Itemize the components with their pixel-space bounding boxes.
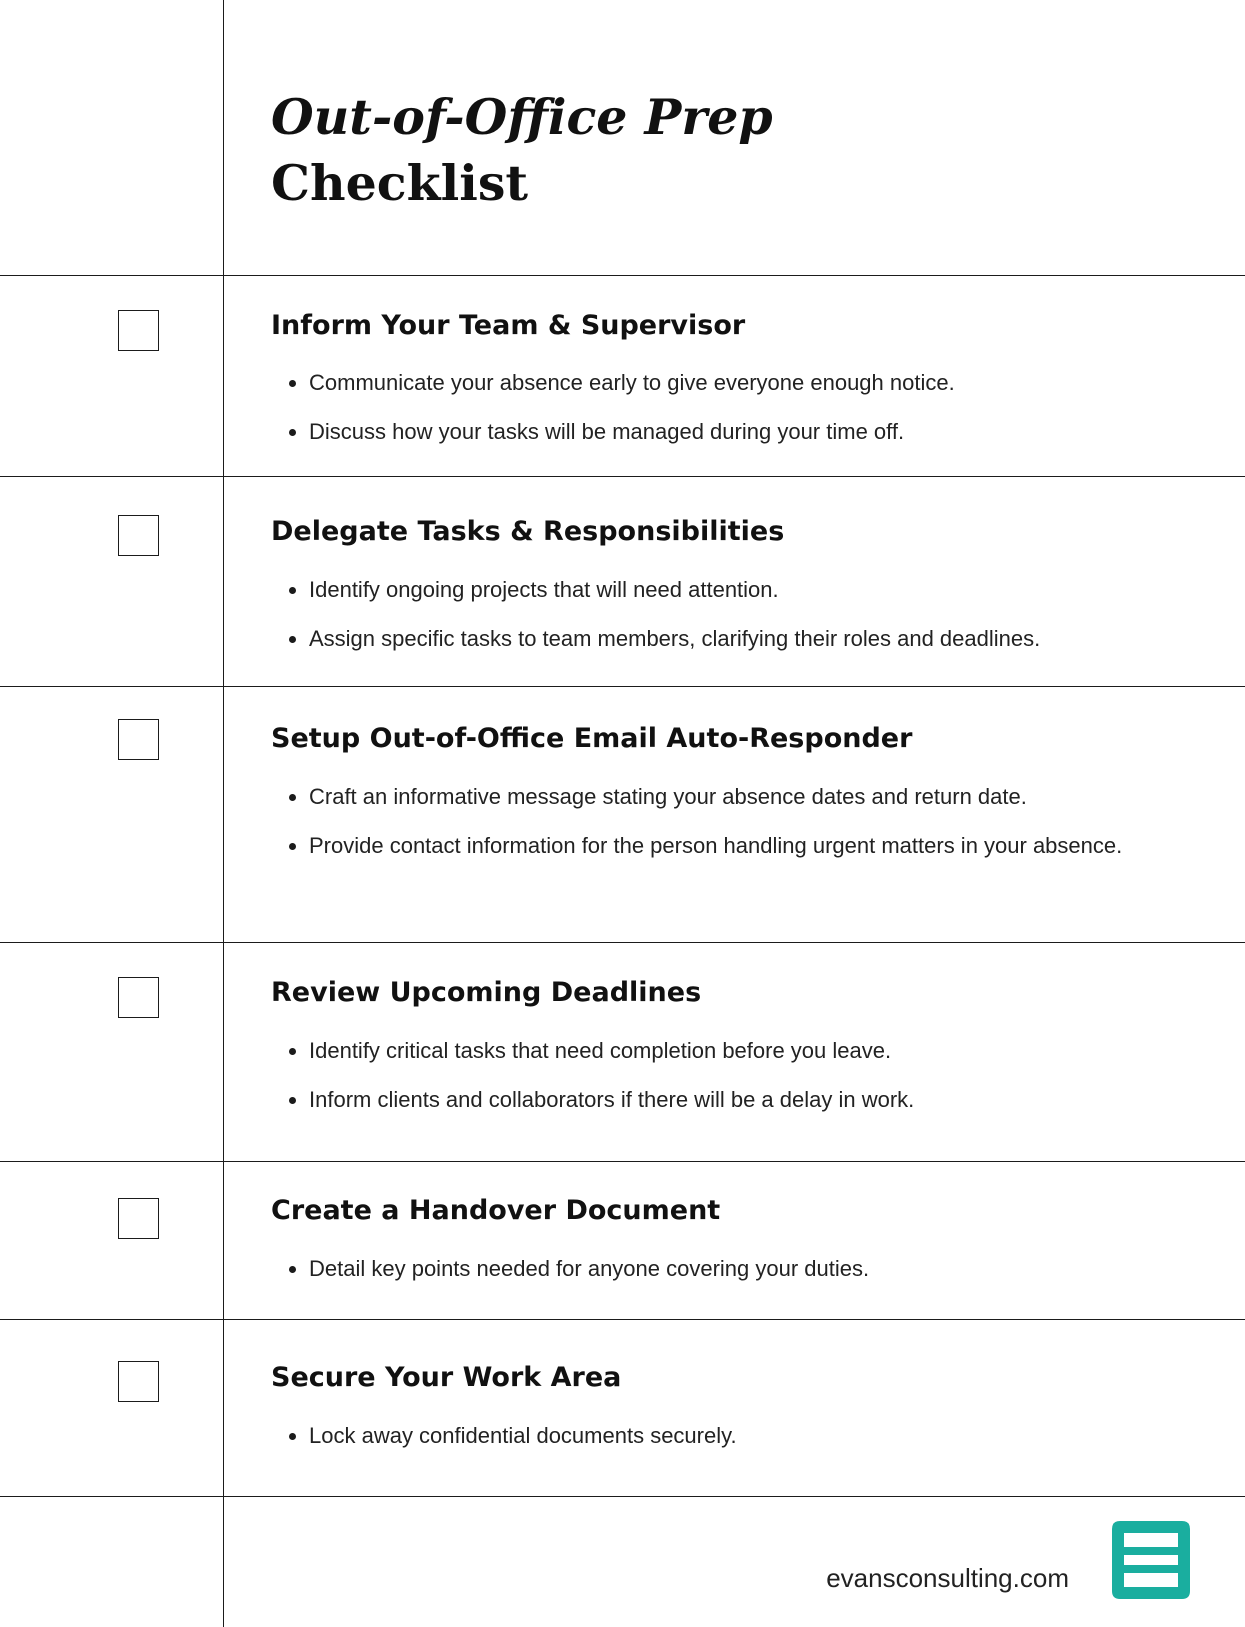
bullet-item: Provide contact information for the person handling urgent matters in your absence. <box>282 821 1167 870</box>
checkbox-review-deadlines[interactable] <box>118 977 159 1018</box>
checklist-item-handover-document <box>0 1162 1245 1320</box>
bullet-item: Lock away confidential documents securely. <box>282 1411 1182 1460</box>
item-bullets <box>282 565 1182 663</box>
item-title: Inform Your Team & Supervisor <box>271 310 746 341</box>
item-bullets <box>282 772 1167 870</box>
bullet-item: Communicate your absence early to give everyone enough notice. <box>282 358 1182 407</box>
item-bullets <box>282 1244 1182 1293</box>
item-bullets <box>282 358 1182 456</box>
checkbox-secure-work-area[interactable] <box>118 1361 159 1402</box>
bullet-item: Identify ongoing projects that will need attention. <box>282 565 1182 614</box>
bullet-item: Discuss how your tasks will be managed during your time off. <box>282 407 1182 456</box>
item-bullets <box>282 1411 1182 1460</box>
checklist-item-inform-team <box>0 276 1245 477</box>
item-title: Setup Out-of-Office Email Auto-Responder <box>271 723 913 754</box>
checklist-item-delegate-tasks <box>0 477 1245 687</box>
checkbox-delegate-tasks[interactable] <box>118 515 159 556</box>
page-header <box>0 0 1245 276</box>
logo-shape <box>1112 1521 1190 1599</box>
checklist-item-auto-responder <box>0 687 1245 943</box>
bullet-item: Assign specific tasks to team members, clarifying their roles and deadlines. <box>282 614 1182 663</box>
bullet-item: Identify critical tasks that need completion before you leave. <box>282 1026 1182 1075</box>
checkbox-handover-document[interactable] <box>118 1198 159 1239</box>
item-title: Review Upcoming Deadlines <box>271 977 702 1008</box>
bullet-item: Detail key points needed for anyone covering your duties. <box>282 1244 1182 1293</box>
checkbox-auto-responder[interactable] <box>118 719 159 760</box>
bullet-item: Inform clients and collaborators if there will be a delay in work. <box>282 1075 1182 1124</box>
evans-consulting-logo-icon <box>1108 1517 1194 1603</box>
page-title-line-1: Out-of-Office Prep <box>271 88 773 146</box>
item-title: Secure Your Work Area <box>271 1362 622 1393</box>
item-bullets <box>282 1026 1182 1124</box>
website-url: evansconsulting.com <box>826 1563 1069 1593</box>
checklist-item-secure-work-area <box>0 1320 1245 1497</box>
checkbox-inform-team[interactable] <box>118 310 159 351</box>
bullet-item: Craft an informative message stating your absence dates and return date. <box>282 772 1167 821</box>
item-title: Create a Handover Document <box>271 1195 721 1226</box>
item-title: Delegate Tasks & Responsibilities <box>271 516 785 547</box>
page-title <box>271 84 773 216</box>
checklist-item-review-deadlines <box>0 943 1245 1162</box>
page-title-line-2: Checklist <box>271 154 529 212</box>
